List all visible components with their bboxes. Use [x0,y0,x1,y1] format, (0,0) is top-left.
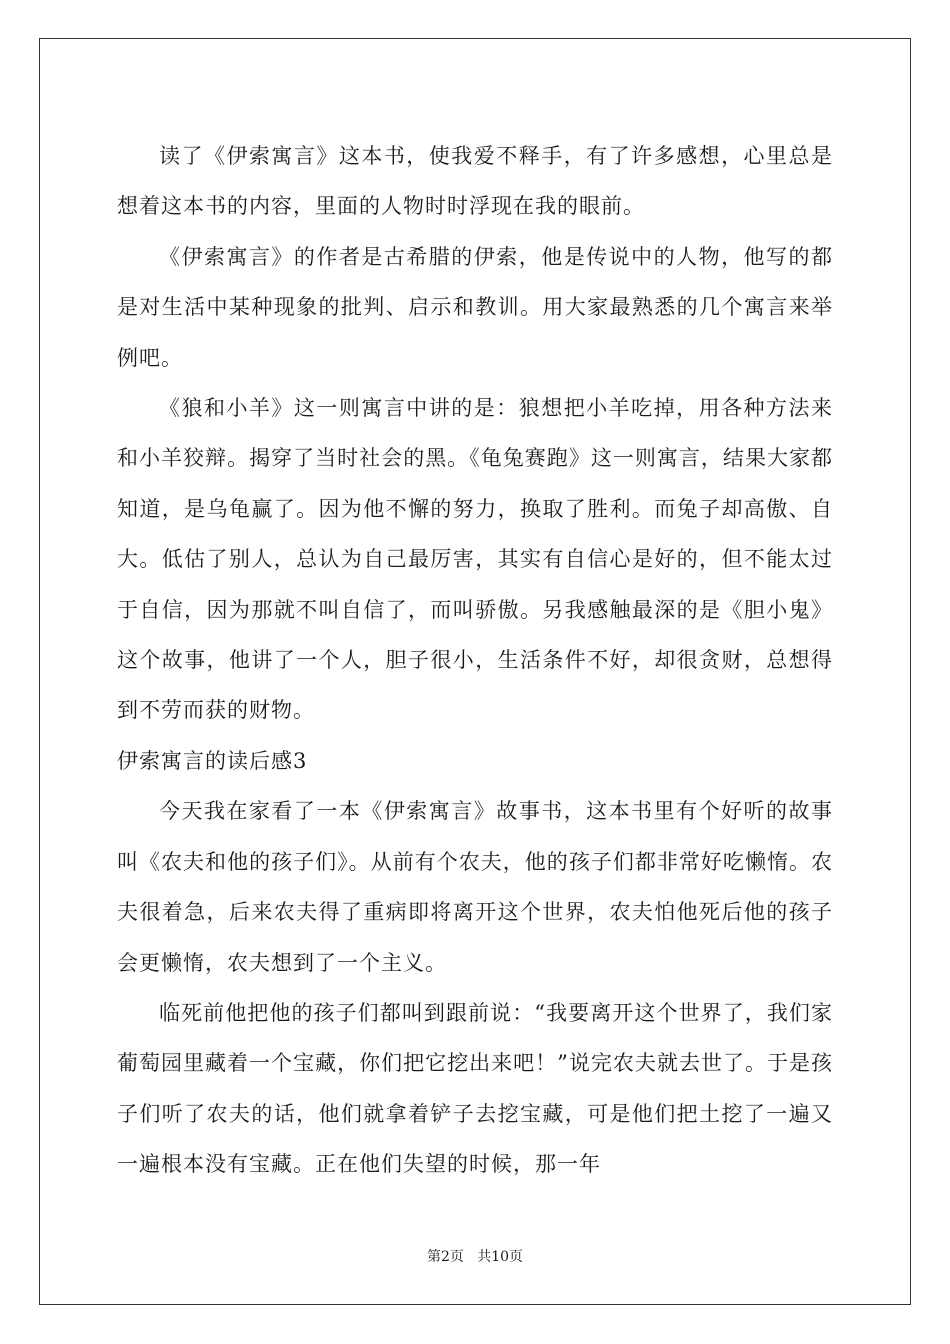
paragraph-2: 《伊索寓言》的作者是古希腊的伊索，他是传说中的人物，他写的都是对生活中某种现象的批判、启示和教训。用大家最熟悉的几个寓言来举例吧。 [117,244,833,370]
section-heading: 伊索寓言的读后感3 [117,748,308,773]
document-body [117,131,833,1190]
paragraph-5: 临死前他把他的孩子们都叫到跟前说：“我要离开这个世界了，我们家葡萄园里藏着一个宝藏，你们把它挖出来吧！”说完农夫就去世了。于是孩子们听了农夫的话，他们就拿着铲子去挖宝藏，可是他们把土挖了一遍又一遍根本没有宝藏。正在他们失望的时候，那一年 [117,1000,833,1177]
paragraph-4: 今天我在家看了一本《伊索寓言》故事书，这本书里有个好听的故事叫《农夫和他的孩子们》。从前有个农夫，他的孩子们都非常好吃懒惰。农夫很着急，后来农夫得了重病即将离开这个世界，农夫怕他死后他的孩子会更懒惰，农夫想到了一个主义。 [117,799,833,975]
paragraph-1: 读了《伊索寓言》这本书，使我爱不释手，有了许多感想，心里总是想着这本书的内容，里面的人物时时浮现在我的眼前。 [117,144,833,219]
page-number-footer: 第2页 共10页 [426,1249,524,1265]
paragraph-3: 《狼和小羊》这一则寓言中讲的是：狼想把小羊吃掉，用各种方法来和小羊狡辩。揭穿了当时社会的黑。《龟兔赛跑》这一则寓言，结果大家都知道，是乌龟赢了。因为他不懈的努力，换取了胜利。而兔子却高傲、自大。低估了别人，总认为自己最厉害，其实有自信心是好的，但不能太过于自信，因为那就不叫自信了，而叫骄傲。另我感触最深的是《胆小鬼》这个故事，他讲了一个人，胆子很小，生活条件不好，却很贪财，总想得到不劳而获的财物。 [117,396,833,723]
